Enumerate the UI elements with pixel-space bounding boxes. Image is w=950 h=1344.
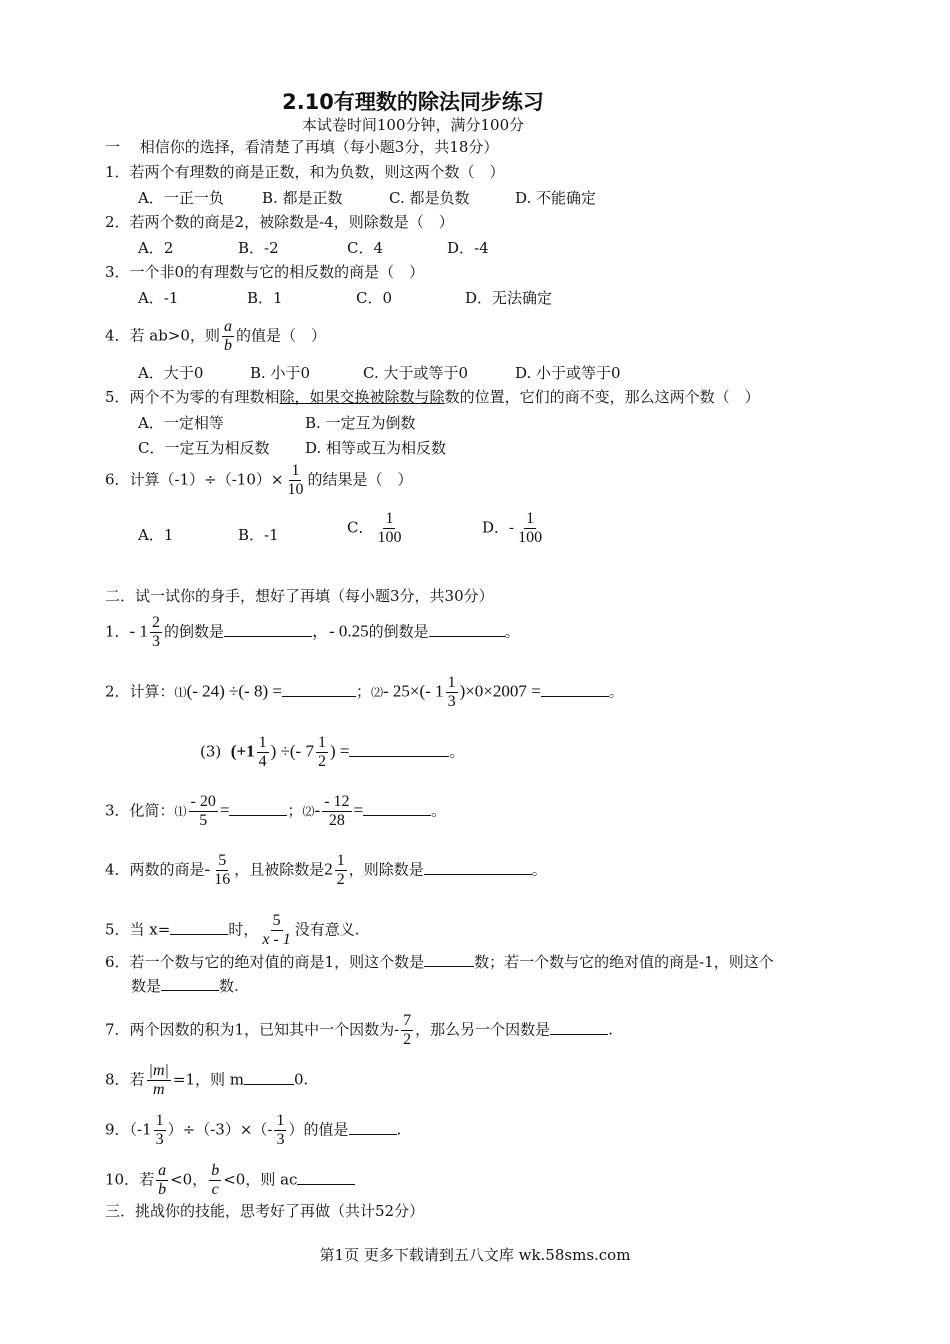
fraction-1-over-3 <box>154 1112 166 1149</box>
fraction-denominator: 10 <box>287 481 304 498</box>
fill-6 <box>105 952 774 972</box>
fraction-denominator: 2 <box>403 1031 412 1048</box>
q3-option-b: B．1 <box>247 289 283 307</box>
answer-blank[interactable] <box>550 1020 608 1035</box>
fill-7 <box>105 1012 613 1049</box>
text: 6．若一个数与它的绝对值的商是1，则这个数是 <box>105 953 425 971</box>
part-marker: ⑵ <box>302 804 315 819</box>
q5-option-a: A．一定相等 <box>138 414 224 432</box>
fraction-5-over-16 <box>212 852 232 889</box>
q2-option-c: C．4 <box>347 239 384 257</box>
minus-sign: - <box>204 859 211 879</box>
option-letter: C． <box>347 518 374 537</box>
text: =1，则 m <box>172 1070 245 1089</box>
q4-option-b: B. 小于0 <box>250 364 311 382</box>
fill-5 <box>105 912 360 949</box>
fill-8 <box>105 1062 308 1099</box>
fraction-numerator: b <box>211 1162 220 1179</box>
answer-blank[interactable] <box>429 622 505 637</box>
fraction-numerator: 1 <box>258 734 267 751</box>
question-5 <box>105 387 760 407</box>
text: 时， <box>228 920 259 939</box>
fraction-denominator: 5 <box>199 812 208 829</box>
fraction-numerator: a <box>223 318 232 335</box>
text: ； <box>355 682 371 701</box>
math-expression: ) ÷(- 7 <box>270 741 314 761</box>
exam-info: 本试卷时间100分钟，满分100分 <box>301 116 525 134</box>
q4-option-c: C. 大于或等于0 <box>363 364 469 382</box>
text: 。 <box>504 622 520 641</box>
text: 数. <box>219 977 239 995</box>
fraction-denominator: 3 <box>155 1131 164 1148</box>
q6-text-pre: 6．计算（-1）÷（-10）× <box>105 470 284 489</box>
q1-option-d: D. 不能确定 <box>515 189 597 207</box>
fraction-numerator: 1 <box>155 1112 164 1129</box>
question-1: 1．若两个有理数的商是正数，和为负数，则这两个数（ ） <box>105 163 505 181</box>
fill-4 <box>105 852 547 889</box>
q2-option-b: B．-2 <box>238 239 279 257</box>
q3-option-d: D．无法确定 <box>465 289 553 307</box>
answer-blank[interactable] <box>224 622 312 637</box>
fraction-numerator: |m| <box>148 1062 169 1079</box>
text: ）÷（-3）×（- <box>167 1120 273 1139</box>
math-expression: - 25×(- 1 <box>382 681 444 701</box>
text: 数是 <box>131 977 162 995</box>
fraction-denominator: 3 <box>151 633 160 650</box>
fraction-denominator: b <box>223 337 232 354</box>
answer-blank[interactable] <box>229 801 287 816</box>
q5-text-pre: 5．两个不为零的有理数相 <box>105 388 280 406</box>
fraction-numerator: 1 <box>385 510 394 527</box>
fraction-1-over-2 <box>316 734 328 771</box>
q6-option-b: B．-1 <box>238 526 279 544</box>
fraction-numerator: 1 <box>317 734 326 751</box>
fraction-denominator: m <box>152 1081 165 1098</box>
fill-9 <box>105 1112 401 1149</box>
q4-option-d: D. 小于或等于0 <box>515 364 621 382</box>
page-title: 2.10有理数的除法同步练习 <box>282 90 544 114</box>
fraction-numerator: 1 <box>526 510 535 527</box>
part-marker: ⑴ <box>174 685 187 700</box>
text: 。 <box>608 682 624 701</box>
fraction-denominator: 100 <box>518 529 543 546</box>
fraction-numerator: 7 <box>403 1012 412 1029</box>
math-expression: ) = <box>329 741 350 761</box>
text: ，则除数是 <box>348 860 424 879</box>
option-letter: D．- <box>482 518 515 537</box>
equals-sign: = <box>353 800 364 820</box>
text: . <box>608 1020 613 1039</box>
text: 10．若 <box>105 1170 155 1189</box>
q5-option-b: B. 一定互为倒数 <box>305 414 416 432</box>
fraction-denominator: 2 <box>336 871 345 888</box>
fill-6-continued <box>131 976 239 996</box>
answer-blank[interactable] <box>282 682 356 697</box>
text: 数；若一个数与它的绝对值的商是-1，则这个 <box>474 953 774 971</box>
answer-blank[interactable] <box>541 682 609 697</box>
fraction-1-over-3 <box>446 674 458 711</box>
fill-2-part-3 <box>200 734 465 771</box>
fill-1 <box>105 614 520 651</box>
text: 。 <box>449 742 465 761</box>
q4-text-post: 的值是（ ） <box>235 326 326 345</box>
q2-option-a: A．2 <box>138 239 174 257</box>
fraction-numerator: 2 <box>151 614 160 631</box>
section-2-heading: 二．试一试你的身手，想好了再填（每小题3分，共30分） <box>105 587 494 605</box>
fraction-7-over-2 <box>401 1012 413 1049</box>
text: 的倒数是 <box>163 622 224 641</box>
fraction-denominator: 4 <box>258 753 267 770</box>
text: 4．两数的商是 <box>105 860 205 879</box>
answer-blank[interactable] <box>170 920 228 935</box>
math-expression: - 1 <box>129 621 148 641</box>
section-3-heading: 三．挑战你的技能，思考好了再做（共计52分） <box>105 1202 425 1220</box>
fraction-a-over-b <box>222 318 234 355</box>
fraction-numerator: 5 <box>218 852 227 869</box>
text: ； <box>287 801 303 820</box>
q6-option-c <box>347 510 405 547</box>
question-4 <box>105 318 326 355</box>
fill-3 <box>105 793 446 830</box>
fraction-numerator: 1 <box>276 1112 285 1129</box>
fraction-1-over-3 <box>274 1112 286 1149</box>
q4-text-pre: 4．若 ab>0，则 <box>105 326 220 345</box>
minus-sign: - <box>314 800 321 820</box>
answer-blank[interactable] <box>349 1120 397 1135</box>
q2-option-d: D．-4 <box>447 239 489 257</box>
question-6 <box>105 462 412 499</box>
text: . <box>396 1120 402 1139</box>
fraction-neg20-over-5 <box>189 793 218 830</box>
fraction-5-over-x-minus-1 <box>260 912 292 949</box>
q6-option-a: A．1 <box>138 526 174 544</box>
q1-option-b: B. 都是正数 <box>262 189 343 207</box>
text: 。 <box>531 860 547 879</box>
q5-underlined-text: 除，如果交换被除数与除 <box>279 388 445 406</box>
fill-10 <box>105 1162 355 1199</box>
fraction-neg12-over-28 <box>322 793 351 830</box>
fraction-denominator: 16 <box>214 871 231 888</box>
fraction-denominator: b <box>158 1181 167 1198</box>
fraction-1-over-2 <box>335 852 347 889</box>
answer-blank[interactable] <box>349 742 449 757</box>
q3-option-c: C．0 <box>356 289 393 307</box>
fill-2 <box>105 674 624 711</box>
answer-blank[interactable] <box>244 1070 294 1085</box>
fraction-denominator: c <box>211 1181 219 1198</box>
q1-option-a: A．一正一负 <box>138 189 224 207</box>
fraction-1-over-4 <box>257 734 269 771</box>
fraction-denominator: 28 <box>328 812 345 829</box>
text: ）的值是 <box>288 1120 349 1139</box>
fraction-numerator: 1 <box>447 674 456 691</box>
math-expression: (+1 <box>230 741 255 761</box>
fraction-1-over-100 <box>375 510 403 547</box>
fraction-numerator: 5 <box>272 912 281 929</box>
q3-option-a: A．-1 <box>138 289 179 307</box>
text: 的倒数是 <box>368 622 429 641</box>
answer-blank[interactable] <box>363 801 431 816</box>
text: 0. <box>294 1070 309 1089</box>
q5-option-d: D. 相等或互为相反数 <box>305 439 447 457</box>
item-label: 3．化简： <box>105 801 175 820</box>
whole-part: 2 <box>324 859 333 879</box>
text: 。 <box>431 801 447 820</box>
math-expression: (- 24) ÷(- 8) = <box>186 681 282 701</box>
item-label: 2．计算： <box>105 682 175 701</box>
part-marker: (3) <box>200 742 222 761</box>
fraction-denominator: 3 <box>447 693 456 710</box>
text: 8．若 <box>105 1070 145 1089</box>
fraction-numerator: 1 <box>336 852 345 869</box>
answer-blank[interactable] <box>161 976 219 991</box>
fraction-b-over-c <box>209 1162 221 1199</box>
question-2: 2．若两个数的商是2，被除数是-4，则除数是（ ） <box>105 213 454 231</box>
fraction-numerator: 1 <box>291 462 300 479</box>
text: <0，则 ac <box>223 1170 298 1189</box>
answer-blank[interactable] <box>297 1170 355 1185</box>
text: ，且被除数是 <box>234 860 325 879</box>
q5-option-c: C．一定互为相反数 <box>138 439 270 457</box>
fraction-1-over-100 <box>516 510 544 547</box>
equals-sign: = <box>219 800 230 820</box>
fraction-numerator: - 12 <box>324 793 350 810</box>
part-marker: ⑵ <box>370 685 383 700</box>
text: ，那么另一个因数是 <box>415 1020 551 1039</box>
fraction-a-over-b <box>156 1162 168 1199</box>
math-expression: )×0×2007 = <box>459 681 541 701</box>
fraction-abs-m-over-m <box>147 1062 171 1099</box>
q6-text-post: 的结果是（ ） <box>307 470 413 489</box>
fraction-denominator: 100 <box>377 529 402 546</box>
fraction-denominator: 3 <box>276 1131 285 1148</box>
section-1-heading: 一 相信你的选择，看清楚了再填（每小题3分，共18分） <box>105 138 499 156</box>
text: <0， <box>170 1170 208 1189</box>
q6-option-d <box>482 510 546 547</box>
answer-blank[interactable] <box>424 860 532 875</box>
text: 7．两个因数的积为1，已知其中一个因数为- <box>105 1020 400 1039</box>
part-marker: ⑴ <box>174 804 187 819</box>
fraction-1-over-10 <box>285 462 305 499</box>
fraction-2-over-3 <box>150 614 162 651</box>
fraction-denominator: x - 1 <box>262 931 291 948</box>
text: 9．（-1 <box>105 1120 152 1139</box>
math-expression: ，- 0.25 <box>311 621 369 641</box>
text: 没有意义. <box>294 920 360 939</box>
q1-option-c: C. 都是负数 <box>389 189 470 207</box>
item-number: 1． <box>105 622 130 641</box>
text: 5．当 x= <box>105 920 171 939</box>
answer-blank[interactable] <box>424 952 474 967</box>
page-footer: 第1页 更多下载请到五八文库 wk.58sms.com <box>319 1246 631 1264</box>
fraction-numerator: a <box>158 1162 167 1179</box>
question-3: 3．一个非0的有理数与它的相反数的商是（ ） <box>105 263 425 281</box>
q4-option-a: A．大于0 <box>138 364 204 382</box>
fraction-denominator: 2 <box>317 753 326 770</box>
fraction-numerator: - 20 <box>190 793 216 810</box>
q5-text-post: 数的位置，它们的商不变，那么这两个数（ ） <box>444 388 760 406</box>
